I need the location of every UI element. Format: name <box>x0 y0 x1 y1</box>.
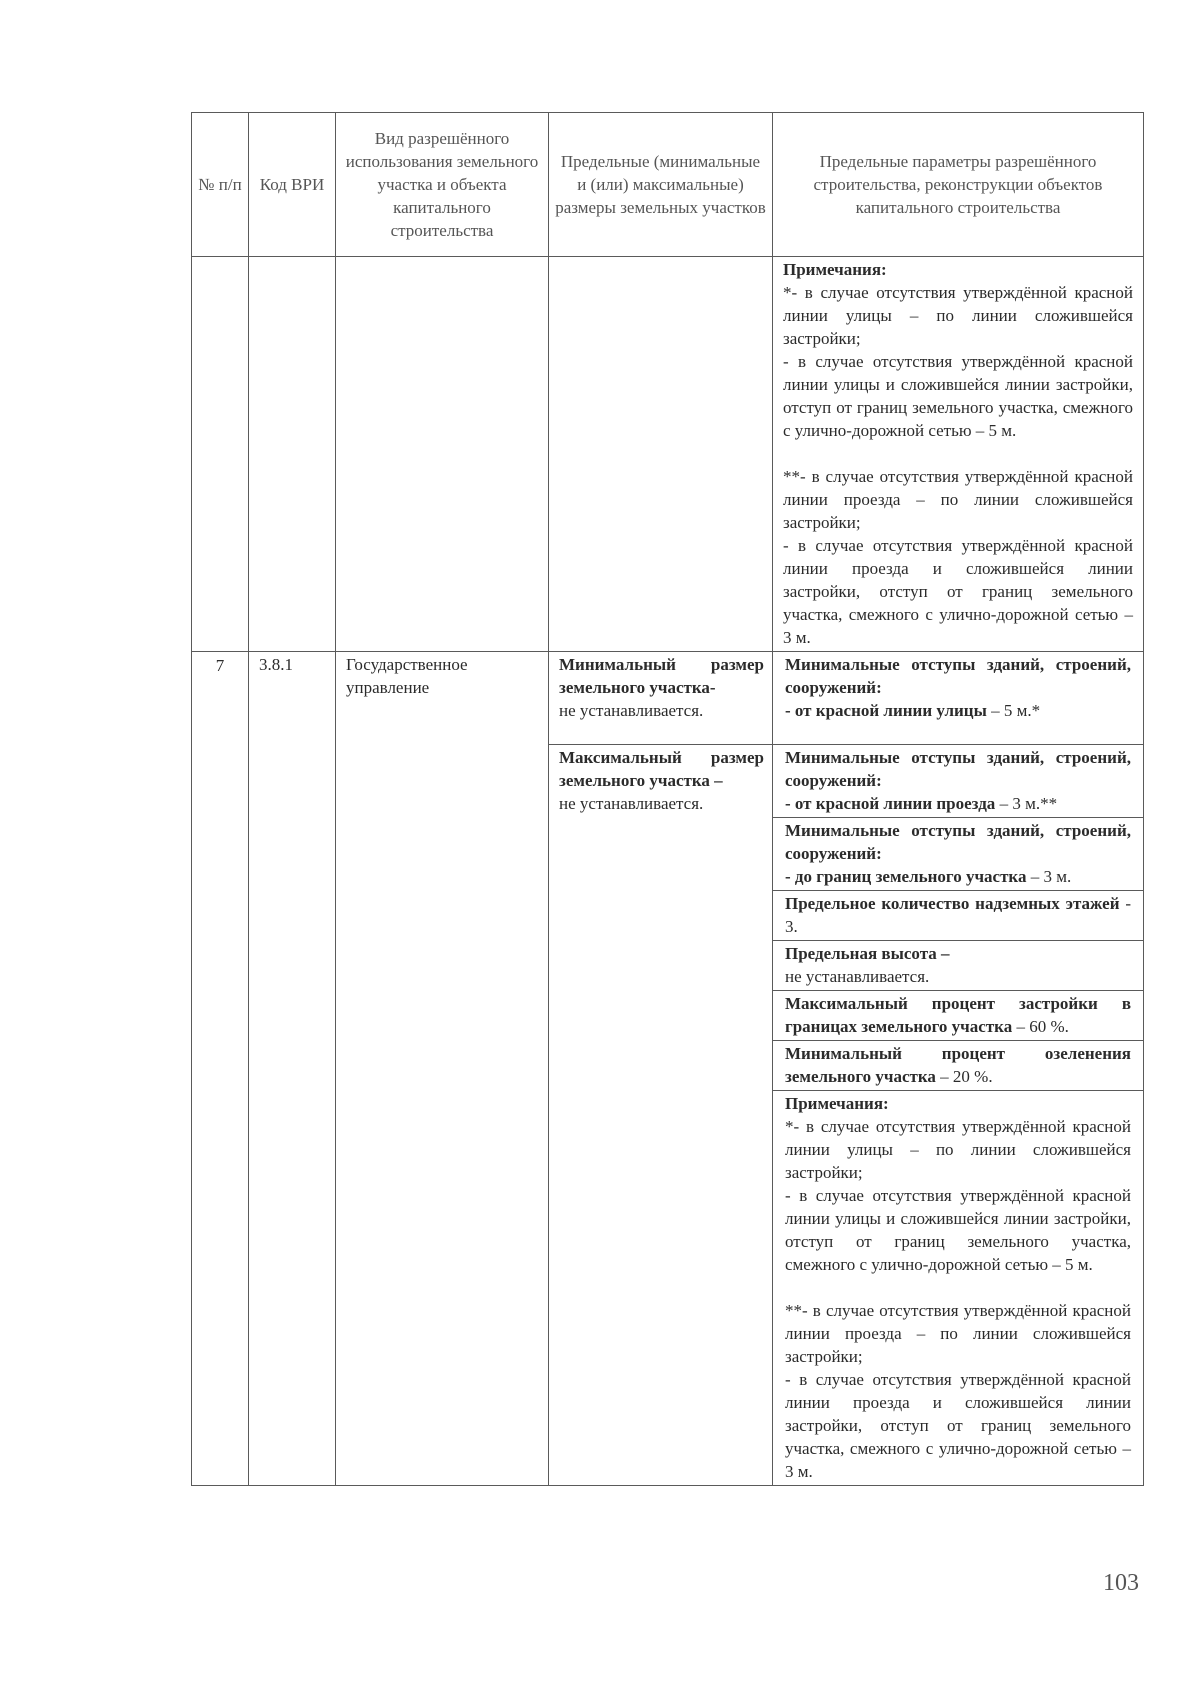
notes-cell <box>773 257 1144 652</box>
header-usage-type: Вид разрешённого использования земельного участка и объекта капитального строительства <box>336 113 549 257</box>
note-text: **- в случае отсутствия утверждённой красной линии проезда – по линии сложившейся застройки; <box>785 1301 1131 1366</box>
header-code: Код ВРИ <box>249 113 336 257</box>
param-floors: Предельное количество надземных этажей - 3. <box>773 890 1143 940</box>
note-text: - в случае отсутствия утверждённой красной линии проезда и сложившейся линии застройки, отступ от границ земельного участка, смежного с улично-дорожной сетью – 3 м. <box>785 1370 1131 1481</box>
param-setback-street: Минимальные отступы зданий, строений, сооружений: - от красной линии улицы – 5 м.* <box>785 655 1131 720</box>
page-number: 103 <box>1103 1570 1139 1596</box>
vri-code: 3.8.1 <box>249 652 336 1486</box>
param-min-greening: Минимальный процент озеленения земельного участка – 20 %. <box>773 1040 1143 1090</box>
note-text: - в случае отсутствия утверждённой красной линии улицы и сложившейся линии застройки, отступ от границ земельного участка, смежного с улично-дорожной сетью – 5 м. <box>785 1186 1131 1274</box>
param-height: Предельная высота – не устанавливается. <box>773 940 1143 990</box>
note-text: - в случае отсутствия утверждённой красной линии улицы и сложившейся линии застройки, отступ от границ земельного участка, смежного с улично-дорожной сетью – 5 м. <box>783 352 1133 440</box>
table-row <box>192 652 1144 1486</box>
param-setback-passage: Минимальные отступы зданий, строений, сооружений: - от красной линии проезда – 3 м.** <box>773 744 1143 817</box>
regulations-table <box>191 112 1143 1486</box>
notes-title: Примечания: <box>785 1094 889 1113</box>
note-text: *- в случае отсутствия утверждённой красной линии улицы – по линии сложившейся застройки; <box>783 283 1133 348</box>
param-max-coverage: Максимальный процент застройки в границах земельного участка – 60 %. <box>773 990 1143 1040</box>
min-plot-size: Минимальный размер земельного участка- не устанавливается. <box>549 652 772 745</box>
row-number: 7 <box>192 652 249 1486</box>
param-setback-boundary: Минимальные отступы зданий, строений, сооружений: - до границ земельного участка – 3 м. <box>773 817 1143 890</box>
max-plot-size: Максимальный размер земельного участка – не устанавливается. <box>559 748 764 813</box>
table-header-row <box>192 113 1144 257</box>
notes-cell <box>773 1090 1143 1485</box>
notes-title: Примечания: <box>783 260 887 279</box>
note-text: *- в случае отсутствия утверждённой красной линии улицы – по линии сложившейся застройки; <box>785 1117 1131 1182</box>
header-number: № п/п <box>192 113 249 257</box>
table-row <box>192 257 1144 652</box>
plot-sizes-cell <box>549 652 773 1486</box>
header-plot-sizes: Предельные (минимальные и (или) максимальные) размеры земельных участков <box>549 113 773 257</box>
note-text: - в случае отсутствия утверждённой красной линии проезда и сложившейся линии застройки, отступ от границ земельного участка, смежного с улично-дорожной сетью – 3 м. <box>783 536 1133 647</box>
header-construction-params: Предельные параметры разрешённого строительства, реконструкции объектов капитального строительства <box>773 113 1144 257</box>
usage-type: Государственное управление <box>336 652 549 1486</box>
note-text: **- в случае отсутствия утверждённой красной линии проезда – по линии сложившейся застройки; <box>783 467 1133 532</box>
construction-params-cell <box>773 652 1144 1486</box>
